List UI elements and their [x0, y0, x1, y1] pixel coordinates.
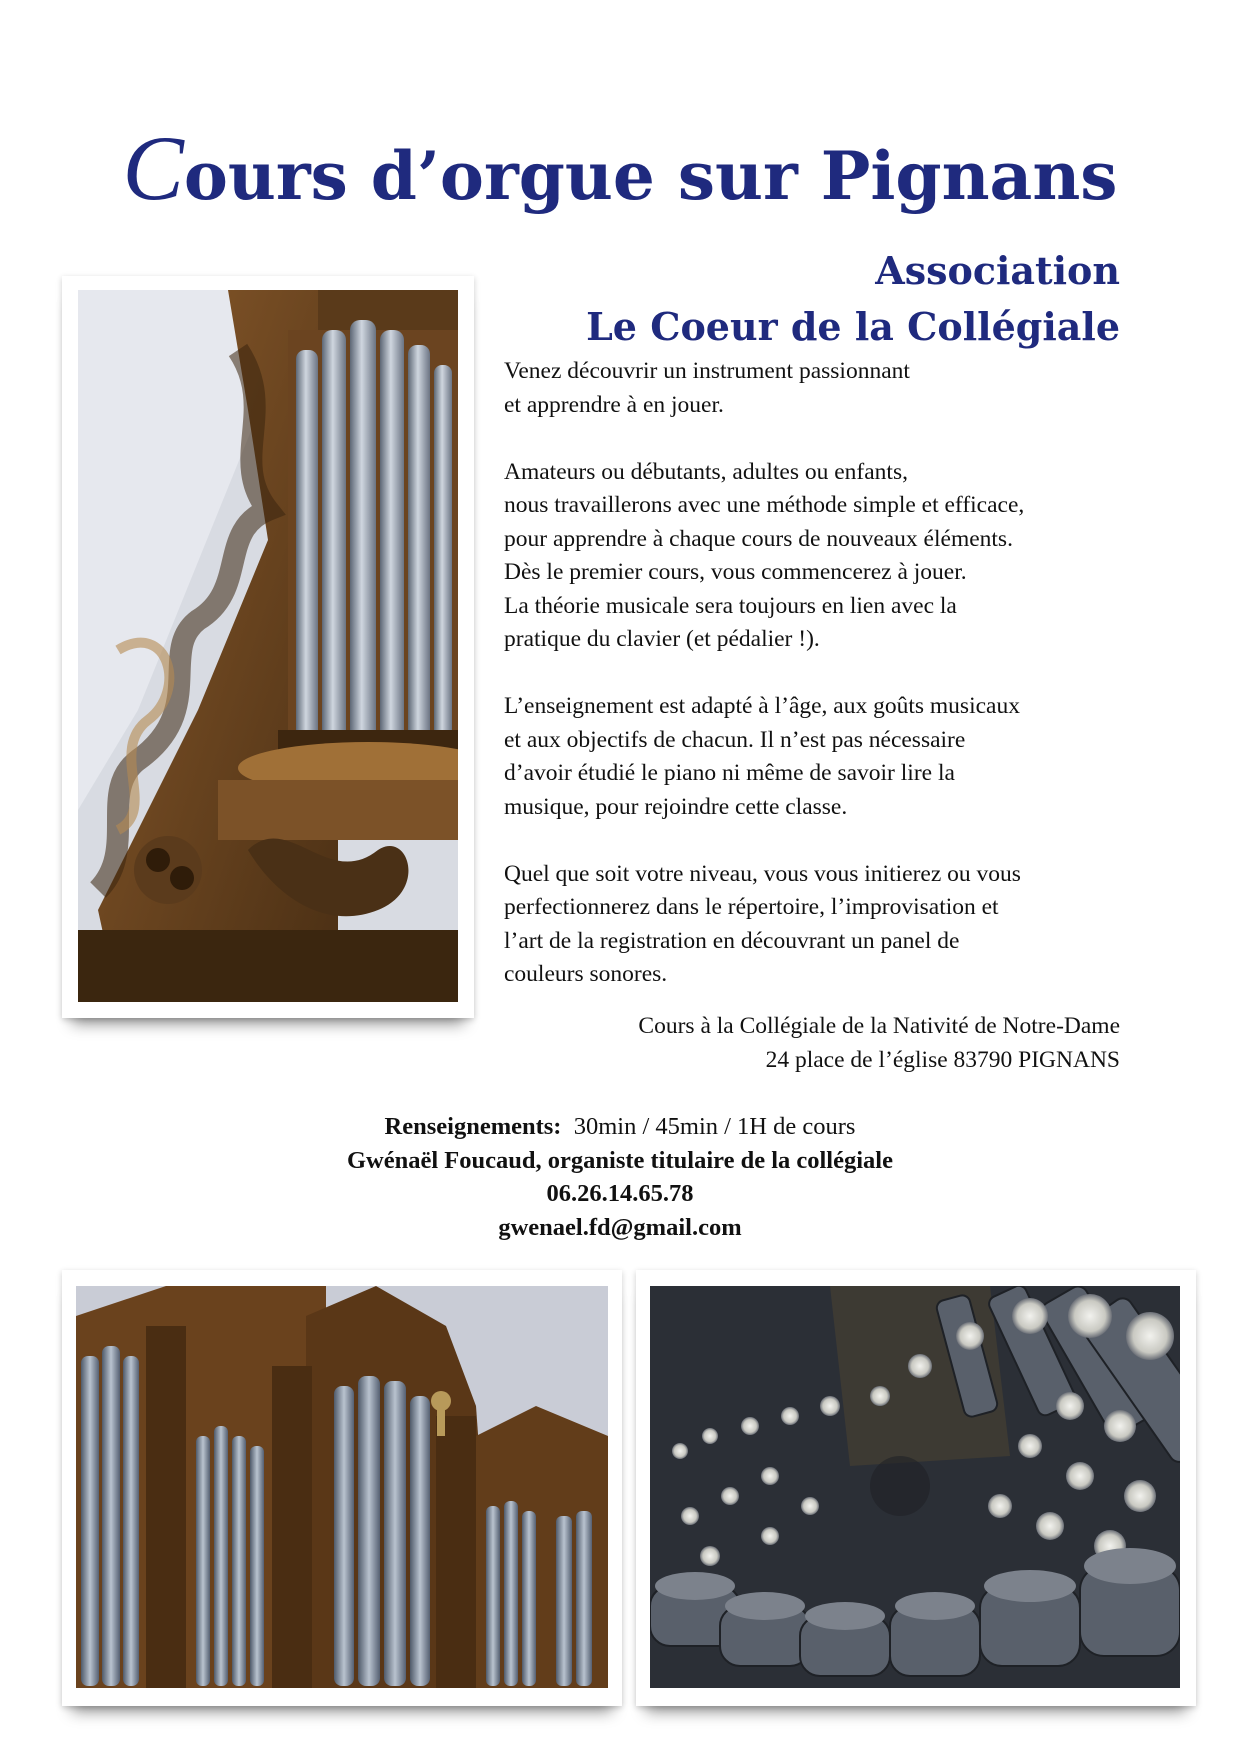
- text-line: musique, pour rejoindre cette classe.: [504, 793, 848, 820]
- lesson-durations: 30min / 45min / 1H de cours: [573, 1113, 856, 1140]
- organ-pipes-image: [650, 1286, 1180, 1688]
- text-line: d’avoir étudié le piano ni même de savoir lire la: [504, 760, 955, 786]
- text-line: La théorie musicale sera toujours en lien avec la: [504, 592, 957, 619]
- title-rest: ours d’orgue sur Pignans: [183, 137, 1118, 215]
- text-line: Venez découvrir un instrument passionnant: [504, 358, 910, 384]
- association-name: Le Coeur de la Collégiale: [586, 304, 1120, 349]
- text-line: et apprendre à en jouer.: [504, 391, 724, 418]
- organ-tower-image: [78, 290, 458, 1002]
- text-line: Amateurs ou débutants, adultes ou enfants,: [504, 458, 908, 485]
- location-address: 24 place de l’église 83790 PIGNANS: [765, 1046, 1120, 1073]
- paragraph-intro: [504, 355, 1144, 422]
- text-line: L’enseignement est adapté à l’âge, aux goûts musicaux: [504, 693, 1020, 719]
- page-title: [0, 117, 1240, 219]
- organ-tower-photo: [62, 276, 474, 1018]
- email-address[interactable]: gwenael.fd@gmail.com: [498, 1213, 742, 1241]
- info-line: [0, 1110, 1240, 1144]
- teacher-name: Gwénaël Foucaud, organiste titulaire de la collégiale: [347, 1146, 893, 1174]
- phone-number[interactable]: 06.26.14.65.78: [546, 1180, 694, 1207]
- organ-pipes-interior-photo: [636, 1270, 1196, 1706]
- text-line: perfectionnerez dans le répertoire, l’improvisation et: [504, 894, 999, 920]
- paragraph-adaptation: [504, 690, 1144, 824]
- text-line: et aux objectifs de chacun. Il n’est pas nécessaire: [504, 726, 966, 753]
- text-line: couleurs sonores.: [504, 961, 668, 987]
- association-label: Association: [875, 248, 1120, 293]
- location: [638, 1010, 1120, 1077]
- contact-info: [0, 1110, 1240, 1244]
- text-line: Quel que soit votre niveau, vous vous initierez ou vous: [504, 860, 1021, 887]
- description: [504, 355, 1144, 1025]
- text-line: nous travaillerons avec une méthode simple et efficace,: [504, 492, 1025, 518]
- info-label: Renseignements:: [384, 1113, 562, 1140]
- title-initial: C: [122, 117, 184, 219]
- organ-case-image: [76, 1286, 608, 1688]
- text-line: pour apprendre à chaque cours de nouveaux éléments.: [504, 525, 1013, 552]
- paragraph-method: [504, 456, 1144, 657]
- location-venue: Cours à la Collégiale de la Nativité de Notre-Dame: [638, 1013, 1120, 1039]
- text-line: l’art de la registration en découvrant un panel de: [504, 927, 960, 954]
- text-line: pratique du clavier (et pédalier !).: [504, 626, 820, 652]
- paragraph-level: [504, 858, 1144, 992]
- organ-case-photo: [62, 1270, 622, 1706]
- text-line: Dès le premier cours, vous commencerez à jouer.: [504, 559, 967, 585]
